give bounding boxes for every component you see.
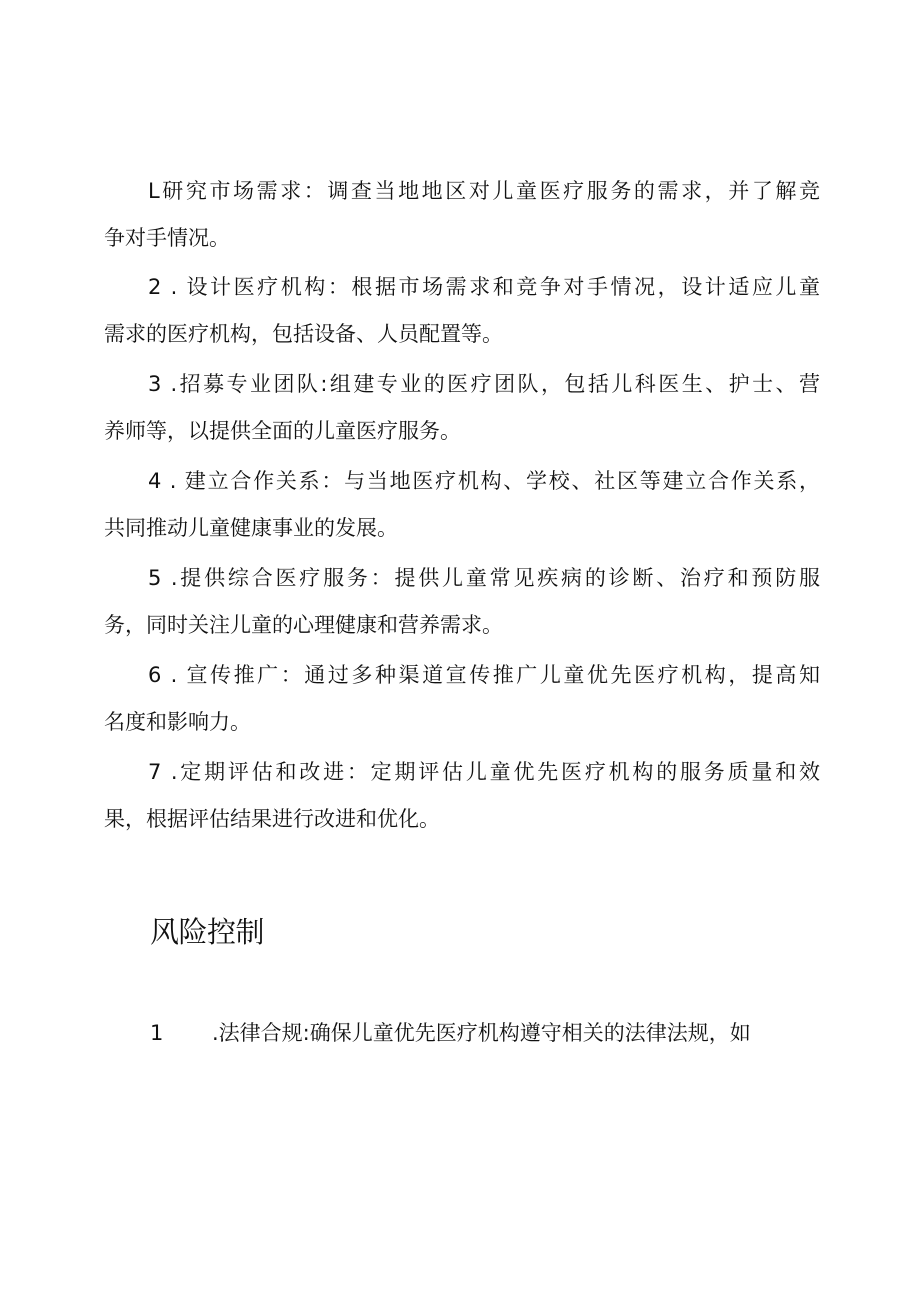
step-2-line-1: 2 . 设计医疗机构：根据市场需求和竞争对手情况，设计适应儿童 — [148, 275, 820, 299]
step-5-paragraph — [104, 555, 820, 649]
step-6-line-2: 名度和影响力。 — [104, 710, 251, 734]
step-6-paragraph — [104, 652, 820, 746]
step-2-line-2: 需求的医疗机构，包括设备、人员配置等。 — [104, 322, 503, 346]
step-7-paragraph — [104, 749, 820, 843]
step-3-line-2: 养师等，以提供全面的儿童医疗服务。 — [104, 419, 461, 443]
risk-item-1-text: .法律合规:确保儿童优先医疗机构遵守相关的法律法规，如 — [212, 1021, 751, 1045]
step-1-paragraph — [104, 168, 820, 262]
step-1-line-2: 争对手情况。 — [104, 226, 230, 250]
step-4-line-1: 4 . 建立合作关系：与当地医疗机构、学校、社区等建立合作关系， — [148, 469, 820, 493]
step-3-paragraph — [104, 361, 820, 455]
step-7-line-2: 果，根据评估结果进行改进和优化。 — [104, 807, 440, 831]
step-1-line-1: L研究市场需求：调查当地地区对儿童医疗服务的需求，并了解竞 — [148, 179, 820, 203]
step-4-paragraph — [104, 458, 820, 552]
step-4-line-2: 共同推动儿童健康事业的发展。 — [104, 516, 398, 540]
step-5-line-1: 5 .提供综合医疗服务：提供儿童常见疾病的诊断、治疗和预防服 — [148, 566, 820, 590]
risk-item-1-number: 1 — [150, 1021, 164, 1045]
step-5-line-2: 务，同时关注儿童的心理健康和营养需求。 — [104, 613, 503, 637]
step-3-line-1: 3 .招募专业团队:组建专业的医疗团队，包括儿科医生、护士、营 — [148, 372, 820, 396]
step-7-line-1: 7 .定期评估和改进：定期评估儿童优先医疗机构的服务质量和效 — [148, 760, 820, 784]
step-2-paragraph — [104, 264, 820, 358]
risk-item-1 — [150, 1010, 820, 1057]
risk-control-heading: 风险控制 — [150, 915, 265, 949]
step-6-line-1: 6 . 宣传推广：通过多种渠道宣传推广儿童优先医疗机构，提高知 — [148, 663, 820, 687]
